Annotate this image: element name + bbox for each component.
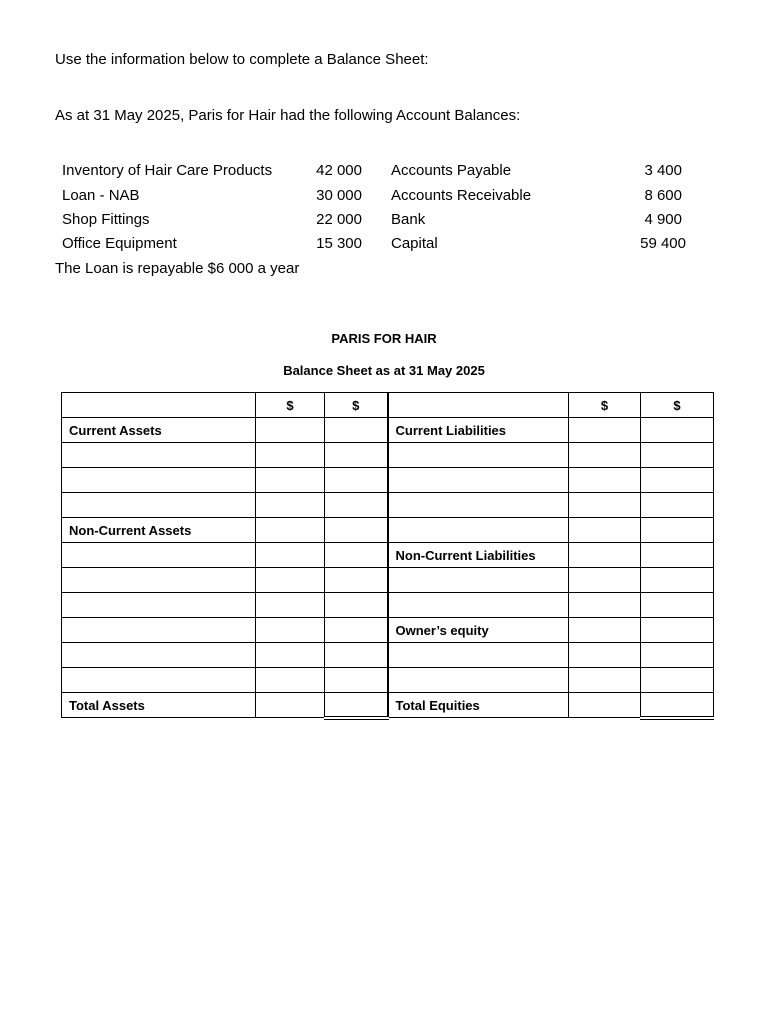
- account-right-value: 3 400: [644, 162, 682, 179]
- assets-label-cell[interactable]: Total Assets: [62, 693, 256, 718]
- balance-sheet-row: [62, 468, 714, 493]
- equities-amount-cell[interactable]: [569, 443, 641, 468]
- assets-amount-cell[interactable]: [256, 518, 325, 543]
- account-left-value: 15 300: [316, 235, 362, 252]
- assets-amount-cell[interactable]: [256, 618, 325, 643]
- equities-label-cell[interactable]: [388, 493, 569, 518]
- balance-sheet-row: [62, 418, 714, 443]
- equities-amount-cell[interactable]: [569, 493, 641, 518]
- assets-total-cell[interactable]: [325, 518, 388, 543]
- assets-label-cell[interactable]: Non-Current Assets: [62, 518, 256, 543]
- balance-sheet-title: Balance Sheet as at 31 May 2025: [283, 363, 485, 378]
- balance-sheet-row: [62, 518, 714, 543]
- equities-amount-cell[interactable]: [569, 418, 641, 443]
- equities-label-cell[interactable]: Total Equities: [388, 693, 569, 718]
- assets-label-cell[interactable]: [62, 618, 256, 643]
- balance-sheet-row: [62, 543, 714, 568]
- equities-total-cell[interactable]: [641, 693, 714, 718]
- assets-currency-header[interactable]: $: [325, 393, 388, 418]
- assets-label-cell[interactable]: [62, 668, 256, 693]
- account-left-label: Loan - NAB: [62, 187, 140, 204]
- equities-amount-cell[interactable]: [569, 543, 641, 568]
- equities-label-cell[interactable]: Current Liabilities: [388, 418, 569, 443]
- equities-total-cell[interactable]: [641, 568, 714, 593]
- equities-amount-cell[interactable]: [569, 668, 641, 693]
- equities-label-cell[interactable]: Non-Current Liabilities: [388, 543, 569, 568]
- equities-amount-cell[interactable]: [569, 568, 641, 593]
- account-left-value: 22 000: [316, 211, 362, 228]
- equities-label-cell[interactable]: Owner’s equity: [388, 618, 569, 643]
- assets-label-cell[interactable]: Current Assets: [62, 418, 256, 443]
- assets-total-cell[interactable]: [325, 468, 388, 493]
- assets-total-cell[interactable]: [325, 668, 388, 693]
- account-left-value: 42 000: [316, 162, 362, 179]
- assets-amount-cell[interactable]: [256, 643, 325, 668]
- account-left-label: Office Equipment: [62, 235, 177, 252]
- equities-total-cell[interactable]: [641, 418, 714, 443]
- account-left-value: 30 000: [316, 187, 362, 204]
- as-at-text: As at 31 May 2025, Paris for Hair had the following Account Balances:: [55, 107, 521, 124]
- business-name-heading: PARIS FOR HAIR: [331, 331, 437, 346]
- equities-total-cell[interactable]: [641, 493, 714, 518]
- equities-total-cell[interactable]: [641, 518, 714, 543]
- assets-amount-cell[interactable]: [256, 668, 325, 693]
- account-right-value: 8 600: [644, 187, 682, 204]
- balance-sheet-row: [62, 693, 714, 718]
- equities-label-cell[interactable]: [388, 568, 569, 593]
- assets-label-cell[interactable]: [62, 643, 256, 668]
- account-right-value: 4 900: [644, 211, 682, 228]
- equities-currency-header[interactable]: $: [569, 393, 641, 418]
- account-left-label: Inventory of Hair Care Products: [62, 162, 273, 179]
- equities-amount-cell[interactable]: [569, 693, 641, 718]
- balance-sheet-row: [62, 593, 714, 618]
- equities-amount-cell[interactable]: [569, 643, 641, 668]
- assets-label-cell[interactable]: [62, 443, 256, 468]
- equities-total-cell[interactable]: [641, 468, 714, 493]
- balance-sheet-row: [62, 493, 714, 518]
- balance-sheet-table: [61, 392, 714, 720]
- assets-label-cell[interactable]: [62, 493, 256, 518]
- equities-total-cell[interactable]: [641, 668, 714, 693]
- equities-amount-cell[interactable]: [569, 518, 641, 543]
- assets-amount-cell[interactable]: [256, 493, 325, 518]
- equities-amount-cell[interactable]: [569, 593, 641, 618]
- account-left-label: Shop Fittings: [62, 211, 150, 228]
- loan-note: The Loan is repayable $6 000 a year: [55, 260, 300, 277]
- assets-label-cell[interactable]: [62, 468, 256, 493]
- account-right-value: 59 400: [640, 235, 686, 252]
- assets-amount-cell[interactable]: [256, 568, 325, 593]
- balance-sheet-row: [62, 443, 714, 468]
- equities-total-cell[interactable]: [641, 543, 714, 568]
- assets-currency-header[interactable]: $: [256, 393, 325, 418]
- equities-amount-cell[interactable]: [569, 468, 641, 493]
- equities-label-cell[interactable]: [388, 393, 569, 418]
- equities-label-cell[interactable]: [388, 668, 569, 693]
- instruction-text: Use the information below to complete a Balance Sheet:: [55, 51, 429, 68]
- account-right-label: Bank: [391, 211, 426, 228]
- account-right-label: Accounts Receivable: [391, 187, 532, 204]
- equities-total-cell[interactable]: [641, 618, 714, 643]
- equities-label-cell[interactable]: [388, 643, 569, 668]
- balance-sheet-row: [62, 668, 714, 693]
- balance-sheet-row: [62, 568, 714, 593]
- assets-amount-cell[interactable]: [256, 693, 325, 718]
- balance-sheet-row: [62, 618, 714, 643]
- assets-amount-cell[interactable]: [256, 593, 325, 618]
- balance-sheet-row: [62, 643, 714, 668]
- equities-label-cell[interactable]: [388, 443, 569, 468]
- equities-total-cell[interactable]: [641, 643, 714, 668]
- assets-amount-cell[interactable]: [256, 443, 325, 468]
- account-right-label: Capital: [391, 235, 438, 252]
- equities-total-cell[interactable]: [641, 443, 714, 468]
- assets-total-cell[interactable]: [325, 693, 388, 718]
- equities-currency-header[interactable]: $: [641, 393, 714, 418]
- assets-total-cell[interactable]: [325, 568, 388, 593]
- equities-amount-cell[interactable]: [569, 618, 641, 643]
- assets-label-cell[interactable]: [62, 543, 256, 568]
- assets-total-cell[interactable]: [325, 643, 388, 668]
- assets-amount-cell[interactable]: [256, 543, 325, 568]
- assets-label-cell[interactable]: [62, 393, 256, 418]
- equities-label-cell[interactable]: [388, 593, 569, 618]
- balance-sheet-row: [62, 393, 714, 418]
- account-right-label: Accounts Payable: [391, 162, 512, 179]
- assets-amount-cell[interactable]: [256, 418, 325, 443]
- assets-total-cell[interactable]: [325, 618, 388, 643]
- assets-amount-cell[interactable]: [256, 468, 325, 493]
- equities-total-cell[interactable]: [641, 593, 714, 618]
- assets-label-cell[interactable]: [62, 593, 256, 618]
- assets-total-cell[interactable]: [325, 593, 388, 618]
- assets-label-cell[interactable]: [62, 568, 256, 593]
- equities-label-cell[interactable]: [388, 518, 569, 543]
- equities-label-cell[interactable]: [388, 468, 569, 493]
- assets-total-cell[interactable]: [325, 543, 388, 568]
- assets-total-cell[interactable]: [325, 443, 388, 468]
- assets-total-cell[interactable]: [325, 418, 388, 443]
- assets-total-cell[interactable]: [325, 493, 388, 518]
